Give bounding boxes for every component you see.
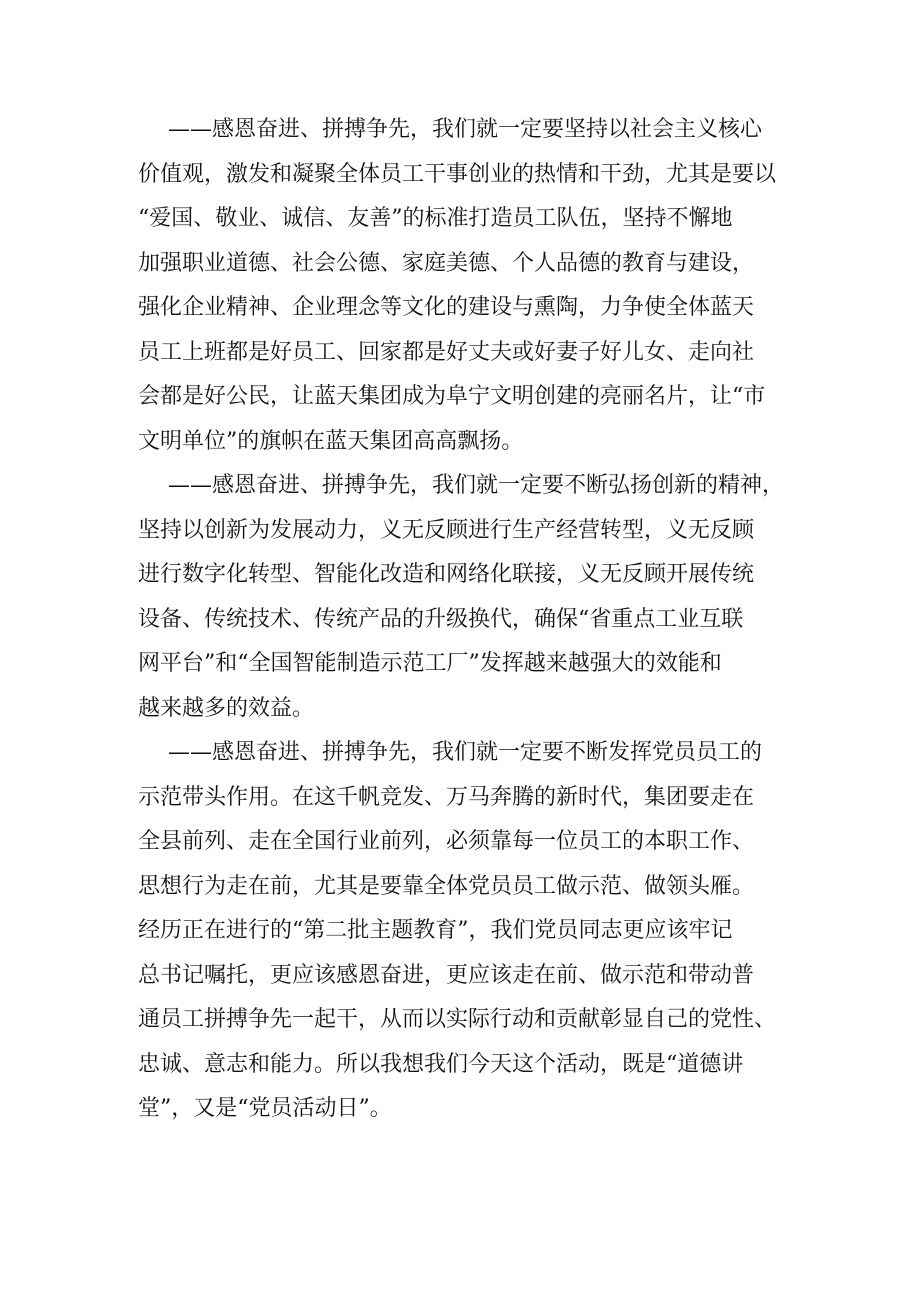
- paragraph-1: [138, 108, 798, 464]
- text-line: 全县前列、走在全国行业前列，必须靠每一位员工的本职工作、: [138, 829, 755, 854]
- text-line: 忠诚、意志和能力。所以我想我们今天这个活动，既是“道德讲: [138, 1051, 744, 1077]
- text-line: 设备、传统技术、传统产品的升级换代，确保“省重点工业互联: [138, 606, 744, 632]
- text-line: 进行数字化转型、智能化改造和网络化联接，义无反顾开展传统: [138, 562, 755, 587]
- text-line: 员工上班都是好员工、回家都是好丈夫或好妻子好儿女、走向社: [138, 339, 755, 365]
- text-line: 思想行为走在前，尤其是要靠全体党员员工做示范、做领头雁。: [138, 873, 755, 899]
- text-line: 加强职业道德、社会公德、家庭美德、个人品德的教育与建设，: [138, 250, 755, 276]
- text-line: 示范带头作用。在这千帆竞发、万马奔腾的新时代，集团要走在: [138, 784, 755, 810]
- text-line: 价值观，激发和凝聚全体员工干事创业的热情和干劲，尤其是要以: [138, 161, 777, 187]
- text-line: 强化企业精神、企业理念等文化的建设与熏陶，力争使全体蓝天: [138, 295, 755, 320]
- text-line: 坚持以创新为发展动力，义无反顾进行生产经营转型，义无反顾: [138, 517, 755, 543]
- text-line: “爱国、敬业、诚信、友善”的标准打造员工队伍，坚持不懈地: [138, 206, 733, 231]
- text-line: 经历正在进行的“第二批主题教育”，我们党员同志更应该牢记: [138, 918, 733, 943]
- text-line: 会都是好公民，让蓝天集团成为阜宁文明创建的亮丽名片，让“市: [138, 384, 766, 409]
- text-line: ——感恩奋进、拼搏争先，我们就一定要不断弘扬创新的精神，: [168, 473, 785, 498]
- text-line: 越来越多的效益。: [138, 695, 315, 721]
- paragraph-3: [138, 731, 798, 1132]
- text-line: ——感恩奋进、拼搏争先，我们就一定要坚持以社会主义核心: [168, 117, 763, 142]
- text-line: 文明单位”的旗帜在蓝天集团高高飘扬。: [138, 428, 524, 454]
- text-line: 堂”，又是“党员活动日”。: [138, 1096, 392, 1121]
- paragraph-2: [138, 464, 798, 731]
- text-line: 通员工拼搏争先一起干，从而以实际行动和贡献彰显自己的党性、: [138, 1007, 777, 1032]
- text-line: 总书记嘱托，更应该感恩奋进，更应该走在前、做示范和带动普: [138, 962, 755, 988]
- document-body: [138, 108, 798, 1132]
- text-line: ——感恩奋进、拼搏争先，我们就一定要不断发挥党员员工的: [168, 740, 763, 765]
- text-line: 网平台”和“全国智能制造示范工厂”发挥越来越强大的效能和: [138, 651, 722, 676]
